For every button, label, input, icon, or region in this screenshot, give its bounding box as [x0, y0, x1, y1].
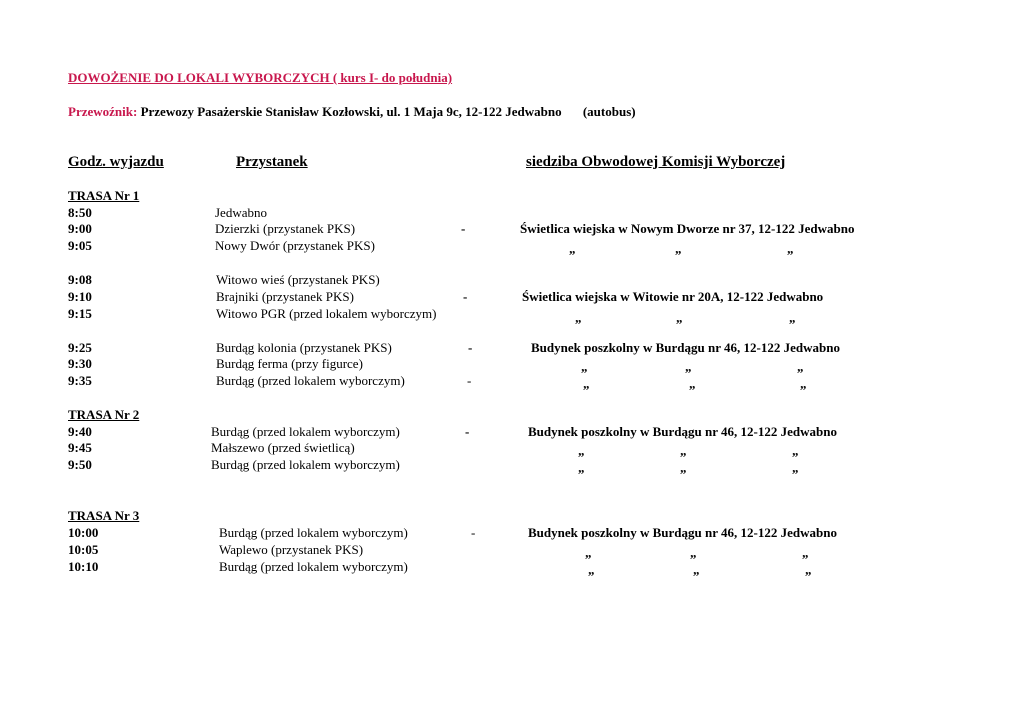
separator-dash: - — [465, 424, 470, 439]
separator-dash: - — [468, 340, 473, 355]
carrier-label: Przewoźnik: — [68, 104, 138, 119]
route-1-time: 9:30 — [68, 356, 92, 371]
ditto-mark: „ — [800, 376, 807, 391]
ditto-mark: „ — [792, 460, 799, 475]
ditto-mark: „ — [789, 310, 796, 325]
route-1-stop: Nowy Dwór (przystanek PKS) — [215, 238, 375, 253]
route-1-title: TRASA Nr 1 — [68, 188, 140, 203]
route-1-time: 9:25 — [68, 340, 92, 355]
ditto-mark: „ — [578, 460, 585, 475]
header-stop: Przystanek — [236, 154, 308, 170]
route-3-stop: Burdąg (przed lokalem wyborczym) — [219, 559, 408, 574]
ditto-mark: „ — [675, 241, 682, 256]
route-1-stop: Dzierzki (przystanek PKS) — [215, 221, 356, 236]
route-3-time: 10:05 — [68, 542, 99, 557]
route-1-time: 9:35 — [68, 373, 92, 388]
carrier-value: Przewozy Pasażerskie Stanisław Kozłowski, ul. 1 Maja 9c, 12-122 Jedwabno — [140, 104, 562, 119]
route-2-time: 9:40 — [68, 424, 92, 439]
ditto-mark: „ — [693, 562, 700, 577]
route-1-stop: Burdąg kolonia (przystanek PKS) — [216, 340, 392, 355]
document-title: DOWOŻENIE DO LOKALI WYBORCZYCH ( kurs I- do południa) — [68, 70, 453, 85]
route-2-stop: Małszewo (przed świetlicą) — [211, 440, 355, 455]
route-1-stop: Witowo PGR (przed lokalem wyborczym) — [216, 306, 437, 321]
ditto-mark: „ — [581, 359, 588, 374]
header-departure-time: Godz. wyjazdu — [68, 154, 164, 170]
route-3-time: 10:10 — [68, 559, 99, 574]
separator-dash: - — [467, 373, 472, 388]
route-1-time: 9:08 — [68, 272, 92, 287]
route-1-time: 9:10 — [68, 289, 92, 304]
ditto-mark: „ — [583, 376, 590, 391]
route-3-stop: Waplewo (przystanek PKS) — [219, 542, 364, 557]
route-1-stop: Jedwabno — [215, 205, 267, 220]
route-3-title: TRASA Nr 3 — [68, 508, 140, 523]
commission-location: Budynek poszkolny w Burdągu nr 46, 12-122 Jedwabno — [531, 340, 840, 355]
route-1-stop: Burdąg ferma (przy figurce) — [216, 356, 363, 371]
route-2-time: 9:50 — [68, 457, 92, 472]
ditto-mark: „ — [588, 562, 595, 577]
route-1-time: 9:15 — [68, 306, 92, 321]
route-2-stop: Burdąg (przed lokalem wyborczym) — [211, 457, 400, 472]
route-1-stop: Witowo wieś (przystanek PKS) — [216, 272, 380, 287]
route-1-time: 9:05 — [68, 238, 92, 253]
ditto-mark: „ — [787, 241, 794, 256]
route-1-time: 9:00 — [68, 221, 92, 236]
ditto-mark: „ — [680, 443, 687, 458]
ditto-mark: „ — [578, 443, 585, 458]
route-3-stop: Burdąg (przed lokalem wyborczym) — [219, 525, 408, 540]
route-1-stop: Brajniki (przystanek PKS) — [216, 289, 354, 304]
route-3-time: 10:00 — [68, 525, 99, 540]
ditto-mark: „ — [575, 310, 582, 325]
header-commission-seat: siedziba Obwodowej Komisji Wyborczej — [526, 154, 786, 170]
commission-location: Świetlica wiejska w Nowym Dworze nr 37, 12-122 Jedwabno — [520, 221, 855, 236]
commission-location: Świetlica wiejska w Witowie nr 20A, 12-122 Jedwabno — [522, 289, 824, 304]
commission-location: Budynek poszkolny w Burdągu nr 46, 12-122 Jedwabno — [528, 525, 837, 540]
separator-dash: - — [463, 289, 468, 304]
ditto-mark: „ — [805, 562, 812, 577]
route-1-stop: Burdąg (przed lokalem wyborczym) — [216, 373, 405, 388]
route-1-time: 8:50 — [68, 205, 92, 220]
route-2-title: TRASA Nr 2 — [68, 407, 140, 422]
ditto-mark: „ — [569, 241, 576, 256]
carrier-line — [68, 105, 636, 118]
ditto-mark: „ — [689, 376, 696, 391]
ditto-mark: „ — [585, 545, 592, 560]
ditto-mark: „ — [690, 545, 697, 560]
route-2-stop: Burdąg (przed lokalem wyborczym) — [211, 424, 400, 439]
ditto-mark: „ — [680, 460, 687, 475]
separator-dash: - — [471, 525, 476, 540]
ditto-mark: „ — [792, 443, 799, 458]
ditto-mark: „ — [676, 310, 683, 325]
ditto-mark: „ — [685, 359, 692, 374]
ditto-mark: „ — [797, 359, 804, 374]
ditto-mark: „ — [802, 545, 809, 560]
carrier-vehicle: (autobus) — [582, 104, 636, 119]
separator-dash: - — [461, 221, 466, 236]
commission-location: Budynek poszkolny w Burdągu nr 46, 12-122 Jedwabno — [528, 424, 837, 439]
route-2-time: 9:45 — [68, 440, 92, 455]
